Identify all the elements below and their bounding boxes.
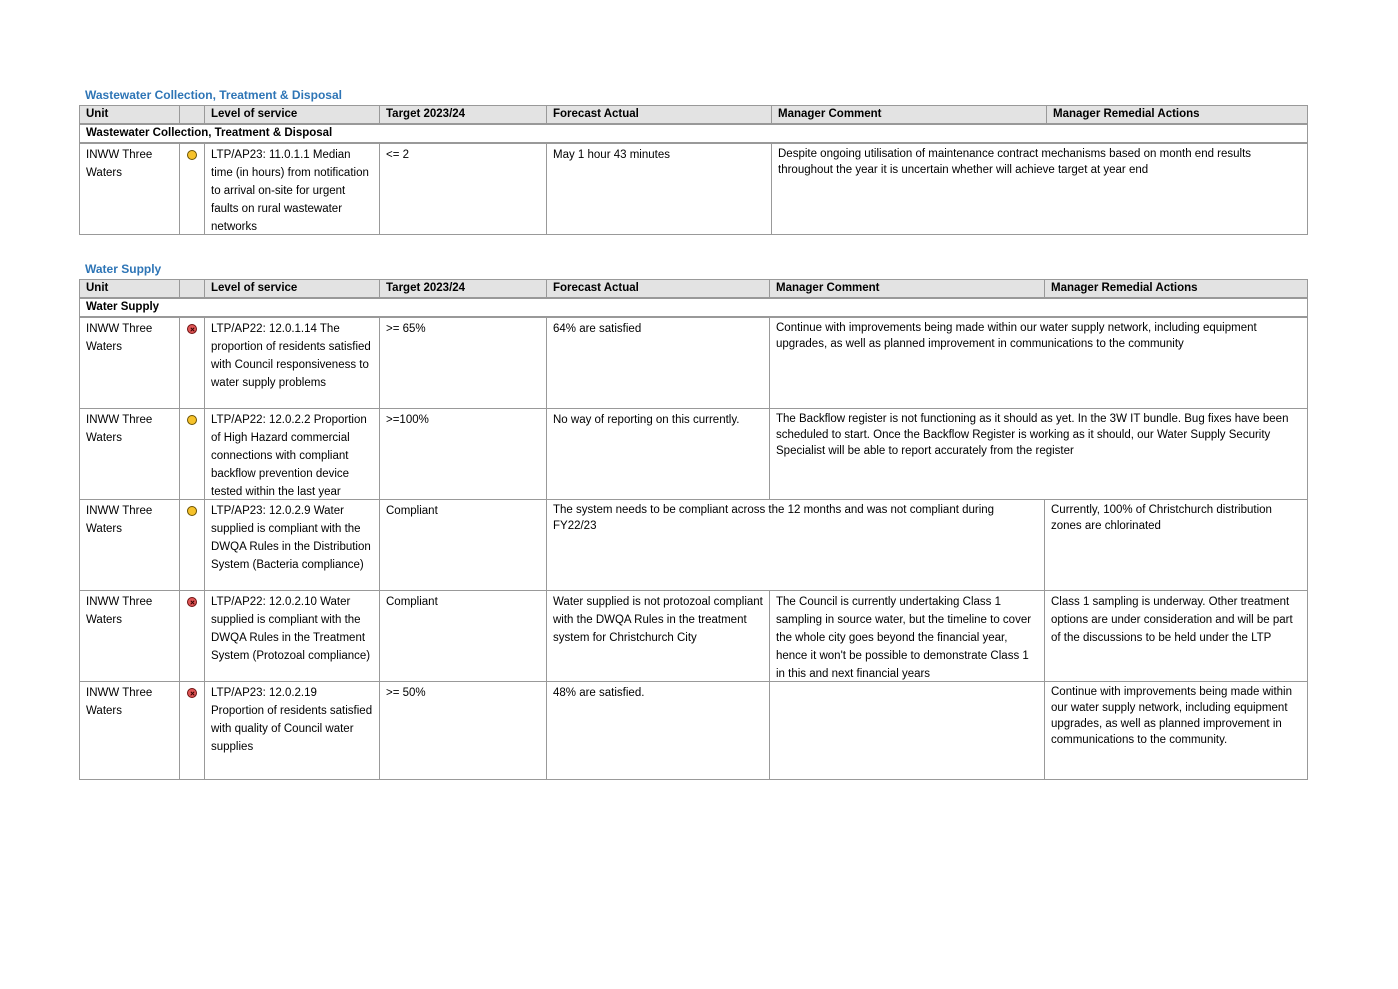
water-supply-table <box>79 279 1308 780</box>
amber-status-icon <box>187 506 197 516</box>
target-cell: >= 65% <box>379 318 546 408</box>
forecast-cell: 48% are satisfied. <box>546 682 769 779</box>
header-actions: Manager Remedial Actions <box>1046 106 1309 123</box>
wastewater-section-title: Wastewater Collection, Treatment & Disposal <box>85 88 342 102</box>
level-of-service-cell: LTP/AP22: 12.0.2.2 Proportion of High Hazard commercial connections with compliant backflow prevention device tested within the last year <box>204 409 379 499</box>
red-cross-status-icon <box>187 324 197 334</box>
target-cell: >=100% <box>379 409 546 499</box>
status-cell <box>179 409 204 499</box>
level-of-service-cell: LTP/AP23: 11.0.1.1 Median time (in hours) from notification to arrival on-site for urgent faults on rural wastewater networks <box>204 144 379 234</box>
comment-cell: The Backflow register is not functioning as it should as yet. In the 3W IT bundle. Bug fixes have been scheduled to start. Once the Backflow Register is working as it should, our Water Supply Security Specialist will be able to report accurately from the register <box>769 409 1307 499</box>
header-status <box>179 280 204 297</box>
comment-cell: The Council is currently undertaking Class 1 sampling in source water, but the timeline to cover the whole city goes beyond the financial year, hence it won't be possible to demonstrate Class 1 in this and next financial years <box>769 591 1044 681</box>
header-forecast: Forecast Actual <box>546 280 769 297</box>
status-cell <box>179 682 204 779</box>
forecast-cell: May 1 hour 43 minutes <box>546 144 771 234</box>
forecast-cell: 64% are satisfied <box>546 318 769 408</box>
group-label: Water Supply <box>86 301 160 313</box>
comment-cell: Despite ongoing utilisation of maintenance contract mechanisms based on month end results throughout the year it is uncertain whether will achieve target at year end <box>771 144 1307 234</box>
status-cell <box>179 500 204 590</box>
comment-cell: Continue with improvements being made within our water supply network, including equipment upgrades, as well as planned improvement in communications to the community <box>769 318 1307 408</box>
red-cross-status-icon <box>187 597 197 607</box>
unit-cell: INWW Three Waters <box>86 323 153 353</box>
header-level-of-service: Level of service <box>204 280 379 297</box>
target-cell: Compliant <box>379 500 546 590</box>
water-supply-section-title: Water Supply <box>85 262 162 276</box>
level-of-service-cell: LTP/AP23: 12.0.2.19 Proportion of residents satisfied with quality of Council water supplies <box>204 682 379 779</box>
table-header-row <box>79 279 1308 298</box>
group-row <box>79 124 1308 143</box>
table-row <box>79 143 1308 235</box>
header-target: Target 2023/24 <box>379 280 546 297</box>
comment-cell <box>769 682 1044 779</box>
wastewater-table <box>79 105 1308 235</box>
header-target: Target 2023/24 <box>379 106 546 123</box>
forecast-cell: No way of reporting on this currently. <box>546 409 769 499</box>
actions-cell: Currently, 100% of Christchurch distribution zones are chlorinated <box>1044 500 1307 590</box>
header-level-of-service: Level of service <box>204 106 379 123</box>
group-label: Wastewater Collection, Treatment & Disposal <box>86 127 333 139</box>
water-supply-section <box>79 262 1308 780</box>
red-cross-status-icon <box>187 688 197 698</box>
level-of-service-cell: LTP/AP23: 12.0.2.9 Water supplied is compliant with the DWQA Rules in the Distribution System (Bacteria compliance) <box>204 500 379 590</box>
table-row <box>79 408 1308 500</box>
amber-status-icon <box>187 150 197 160</box>
target-cell: Compliant <box>379 591 546 681</box>
unit-cell: INWW Three Waters <box>86 505 153 535</box>
header-comment: Manager Comment <box>769 280 1044 297</box>
header-status <box>179 106 204 123</box>
table-row <box>79 681 1308 780</box>
unit-cell: INWW Three Waters <box>86 687 153 717</box>
unit-cell: INWW Three Waters <box>86 149 153 179</box>
table-row <box>79 317 1308 409</box>
header-actions: Manager Remedial Actions <box>1044 280 1309 297</box>
level-of-service-cell: LTP/AP22: 12.0.1.14 The proportion of residents satisfied with Council responsiveness to water supply problems <box>204 318 379 408</box>
forecast-cell: Water supplied is not protozoal compliant with the DWQA Rules in the treatment system for Christchurch City <box>546 591 769 681</box>
unit-cell: INWW Three Waters <box>86 414 153 444</box>
forecast-cell: The system needs to be compliant across the 12 months and was not compliant during FY22/23 <box>546 500 1044 590</box>
target-cell: >= 50% <box>379 682 546 779</box>
wastewater-section <box>79 88 1308 235</box>
status-cell <box>179 318 204 408</box>
header-forecast: Forecast Actual <box>546 106 771 123</box>
level-of-service-cell: LTP/AP22: 12.0.2.10 Water supplied is compliant with the DWQA Rules in the Treatment System (Protozoal compliance) <box>204 591 379 681</box>
table-row <box>79 499 1308 591</box>
header-comment: Manager Comment <box>771 106 1046 123</box>
status-cell <box>179 144 204 234</box>
unit-cell: INWW Three Waters <box>86 596 153 626</box>
status-cell <box>179 591 204 681</box>
table-header-row <box>79 105 1308 124</box>
group-row <box>79 298 1308 317</box>
header-unit: Unit <box>86 282 109 294</box>
actions-cell: Continue with improvements being made within our water supply network, including equipment upgrades, as well as planned improvement in communications to the community. <box>1044 682 1307 779</box>
amber-status-icon <box>187 415 197 425</box>
actions-cell: Class 1 sampling is underway. Other treatment options are under consideration and will be part of the discussions to be held under the LTP <box>1044 591 1307 681</box>
header-unit: Unit <box>86 108 109 120</box>
table-row <box>79 590 1308 682</box>
target-cell: <= 2 <box>379 144 546 234</box>
